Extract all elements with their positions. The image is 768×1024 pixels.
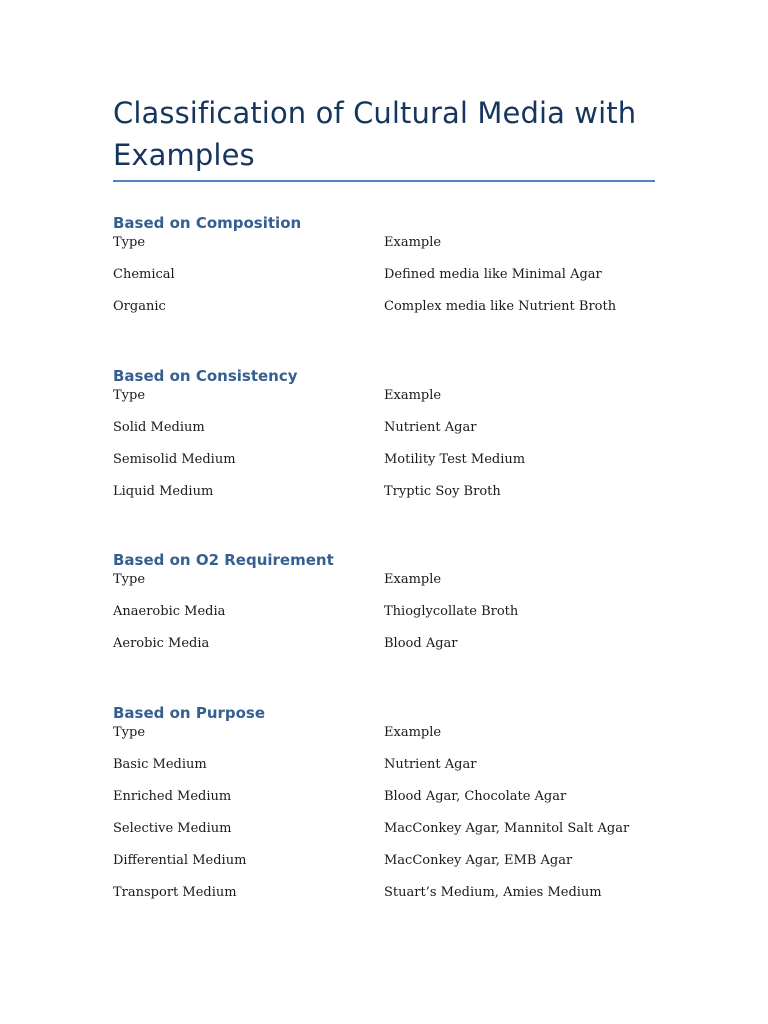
table-row: [113, 885, 655, 917]
table-header-row: [113, 388, 655, 420]
type-cell: Semisolid Medium: [113, 452, 236, 467]
column-header-example: Example: [384, 572, 442, 587]
table-row: [113, 484, 655, 516]
table-header-row: [113, 235, 655, 267]
example-cell: MacConkey Agar, EMB Agar: [384, 853, 573, 868]
table-row: [113, 299, 655, 331]
section-o2-requirement: [113, 548, 655, 668]
example-cell: MacConkey Agar, Mannitol Salt Agar: [384, 821, 630, 836]
table-row: [113, 821, 655, 853]
type-cell: Anaerobic Media: [113, 604, 226, 619]
example-cell: Stuart’s Medium, Amies Medium: [384, 885, 602, 900]
column-header-type: Type: [113, 572, 146, 587]
example-cell: Nutrient Agar: [384, 757, 477, 772]
example-cell: Blood Agar: [384, 636, 458, 651]
title-underline: [113, 180, 655, 182]
document-title: Classification of Cultural Media with Examples: [113, 96, 637, 172]
type-cell: Differential Medium: [113, 853, 247, 868]
example-cell: Blood Agar, Chocolate Agar: [384, 789, 567, 804]
table-row: [113, 789, 655, 821]
section-heading: Based on O2 Requirement: [113, 551, 334, 569]
example-cell: Motility Test Medium: [384, 452, 526, 467]
example-cell: Defined media like Minimal Agar: [384, 267, 602, 282]
section-composition: [113, 211, 655, 331]
example-cell: Nutrient Agar: [384, 420, 477, 435]
example-cell: Thioglycollate Broth: [384, 604, 519, 619]
type-cell: Selective Medium: [113, 821, 232, 836]
section-purpose: [113, 701, 655, 917]
column-header-type: Type: [113, 725, 146, 740]
table-row: [113, 267, 655, 299]
column-header-example: Example: [384, 725, 442, 740]
column-header-example: Example: [384, 235, 442, 250]
type-cell: Solid Medium: [113, 420, 205, 435]
type-cell: Basic Medium: [113, 757, 207, 772]
type-cell: Transport Medium: [113, 885, 237, 900]
example-cell: Tryptic Soy Broth: [384, 484, 501, 499]
table-header-row: [113, 572, 655, 604]
type-cell: Aerobic Media: [113, 636, 210, 651]
section-heading: Based on Consistency: [113, 367, 298, 385]
type-cell: Chemical: [113, 267, 175, 282]
column-header-type: Type: [113, 235, 146, 250]
table-row: [113, 636, 655, 668]
section-heading: Based on Purpose: [113, 704, 266, 722]
table-row: [113, 853, 655, 885]
example-cell: Complex media like Nutrient Broth: [384, 299, 617, 314]
type-cell: Enriched Medium: [113, 789, 232, 804]
table-row: [113, 604, 655, 636]
section-heading: Based on Composition: [113, 214, 302, 232]
type-cell: Liquid Medium: [113, 484, 214, 499]
table-header-row: [113, 725, 655, 757]
type-cell: Organic: [113, 299, 166, 314]
table-row: [113, 452, 655, 484]
table-row: [113, 757, 655, 789]
column-header-example: Example: [384, 388, 442, 403]
section-consistency: [113, 364, 655, 516]
table-row: [113, 420, 655, 452]
column-header-type: Type: [113, 388, 146, 403]
